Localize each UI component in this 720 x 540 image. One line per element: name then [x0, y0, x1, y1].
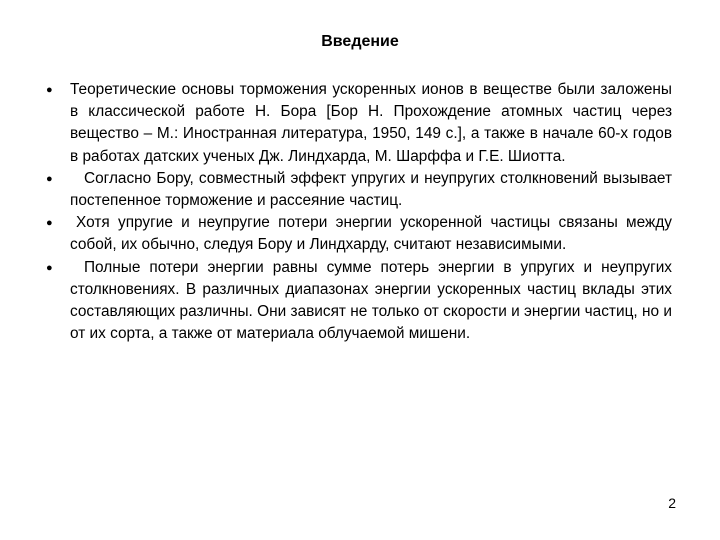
bullet-text: Полные потери энергии равны сумме потерь энергии в упругих и неупругих столкновениях. В различных диапазонах энергии ускоренных частиц вклады этих составляющих различны. Они зависят не только от скорости и энергии частиц, но и от их сорта, а также от материала облучаемой мишени.	[70, 258, 672, 343]
slide-title-text: Введение	[321, 33, 399, 50]
bullet-item	[46, 79, 672, 168]
page-number: 2	[668, 495, 676, 511]
bullet-item	[46, 212, 672, 256]
bullet-list	[46, 79, 672, 345]
bullet-icon: ●	[46, 217, 53, 230]
bullet-icon: ●	[46, 84, 53, 96]
bullet-icon: ●	[46, 172, 53, 185]
bullet-text: Хотя упругие и неупругие потери энергии ускоренной частицы связаны между собой, их обычно, следуя Бору и Линдхарду, считают независимыми.	[70, 214, 672, 254]
bullet-item	[46, 257, 672, 346]
slide-title	[0, 32, 720, 52]
bullet-text: Согласно Бору, совместный эффект упругих и неупругих столкновений вызывает постепенное торможение и рассеяние частиц.	[70, 169, 672, 210]
bullet-item	[46, 168, 672, 212]
bullet-text: Теоретические основы торможения ускоренных ионов в веществе были заложены в классической работе Н. Бора [Бор Н. Прохождение атомных частиц через вещество – М.: Иностранная литература, 1950, 149 с.], а также в начале 60-х годов в работах датских ученых Дж. Линдхарда, М. Шарффа и Г.Е. Шиотта.	[70, 81, 672, 165]
bullet-icon: ●	[46, 261, 53, 274]
